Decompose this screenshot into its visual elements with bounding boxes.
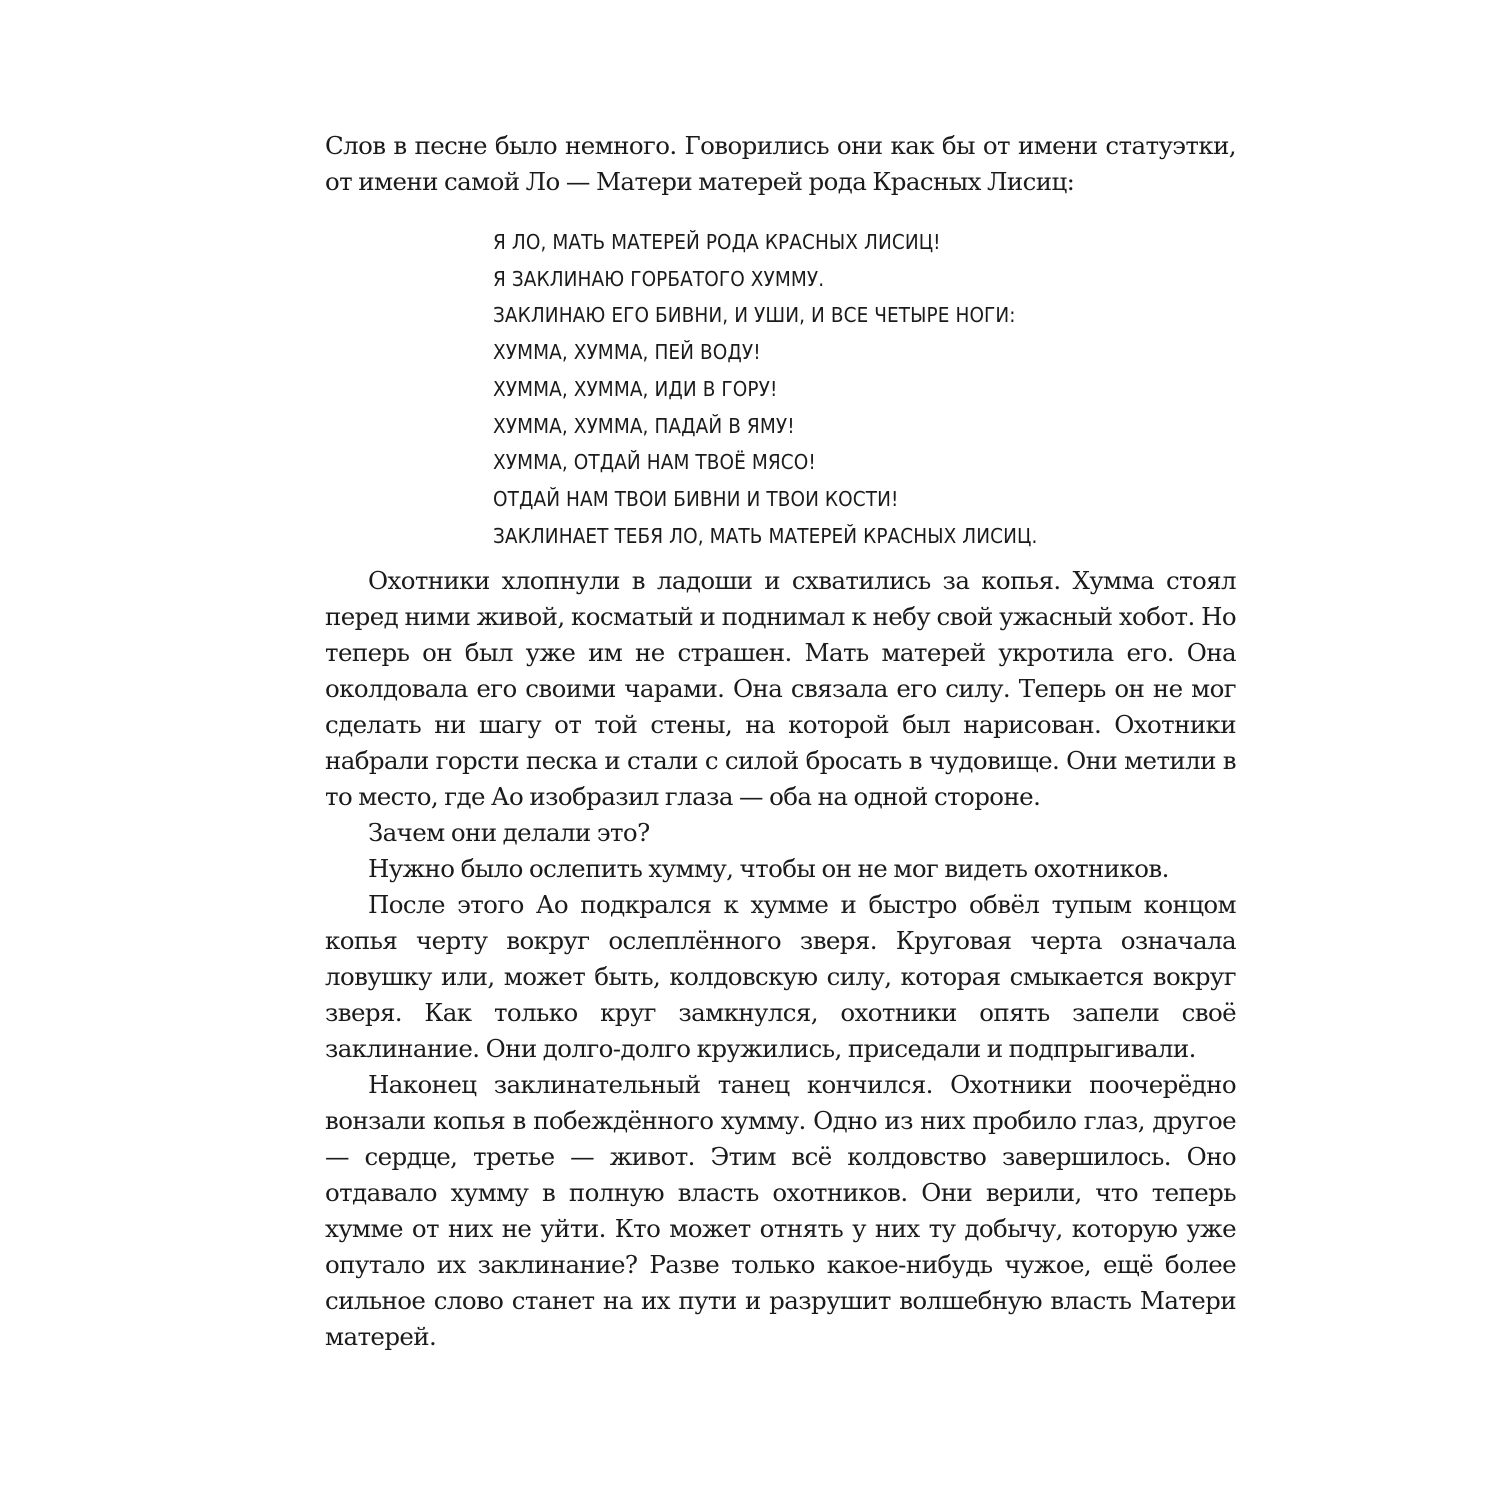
intro-text xyxy=(325,128,1236,200)
body-paragraph: После этого Ао подкрался к хумме и быстро обвёл тупым концом копья черту вокруг ослеплённого зверя. Круговая черта означала ловушку или, может быть, колдовскую силу, которая смыкается вокруг зверя. Как только круг замкнулся, охотники опять запели своё заклинание. Они долго-долго кружились, приседали и подпрыгивали. xyxy=(325,890,1236,1063)
verse-line: ХУММА, ХУММА, ИДИ В ГОРУ! xyxy=(493,376,778,401)
verse-line: Я ЗАКЛИНАЮ ГОРБАТОГО ХУММУ. xyxy=(493,266,825,291)
body-paragraph: Охотники хлопнули в ладоши и схватились за копья. Хумма стоял перед ними живой, косматый и поднимал к небу свой ужасный хобот. Но теперь он был уже им не страшен. Мать матерей укротила его. Она околдовала его своими чарами. Она связала его силу. Теперь он не мог сделать ни шагу от той стены, на которой был нарисован. Охотники набрали горсти песка и стали с силой бросать в чудовище. Они метили в то место, где Ао изобразил глаза — оба на одной стороне. xyxy=(325,566,1236,811)
verse-line: ХУММА, ХУММА, ПАДАЙ В ЯМУ! xyxy=(493,413,795,438)
verse-line: ОТДАЙ НАМ ТВОИ БИВНИ И ТВОИ КОСТИ! xyxy=(493,486,899,511)
verse-line: Я ЛО, МАТЬ МАТЕРЕЙ РОДА КРАСНЫХ ЛИСИЦ! xyxy=(493,230,941,254)
body-paragraph: Зачем они делали это? xyxy=(368,818,650,847)
intro-paragraph: Слов в песне было немного. Говорились они как бы от имени статуэтки, от имени самой Ло — Матери матерей рода Красных Лисиц: xyxy=(325,131,1236,196)
body-text xyxy=(325,563,1236,1355)
body-paragraph: Нужно было ослепить хумму, чтобы он не мог видеть охотников. xyxy=(368,854,1169,883)
verse-line: ЗАКЛИНАЮ ЕГО БИВНИ, И УШИ, И ВСЕ ЧЕТЫРЕ НОГИ: xyxy=(493,303,1016,328)
verse-line: ХУММА, ХУММА, ПЕЙ ВОДУ! xyxy=(493,340,761,365)
body-paragraph: Наконец заклинательный танец кончился. Охотники поочерёдно вонзали копья в побеждённого хумму. Одно из них пробило глаз, другое — сердце, третье — живот. Этим всё колдовство завершилось. Оно отдавало хумму в полную власть охотников. Они верили, что теперь хумме от них не уйти. Кто может отнять у них ту добычу, которую уже опутало их заклинание? Разве только какое-нибудь чужое, ещё более сильное слово станет на их пути и разрушит волшебную власть Матери матерей. xyxy=(325,1070,1236,1351)
verse-line: ЗАКЛИНАЕТ ТЕБЯ ЛО, МАТЬ МАТЕРЕЙ КРАСНЫХ ЛИСИЦ. xyxy=(493,523,1038,548)
incantation-verse xyxy=(493,224,1193,554)
verse-line: ХУММА, ОТДАЙ НАМ ТВОЁ МЯСО! xyxy=(493,450,816,475)
